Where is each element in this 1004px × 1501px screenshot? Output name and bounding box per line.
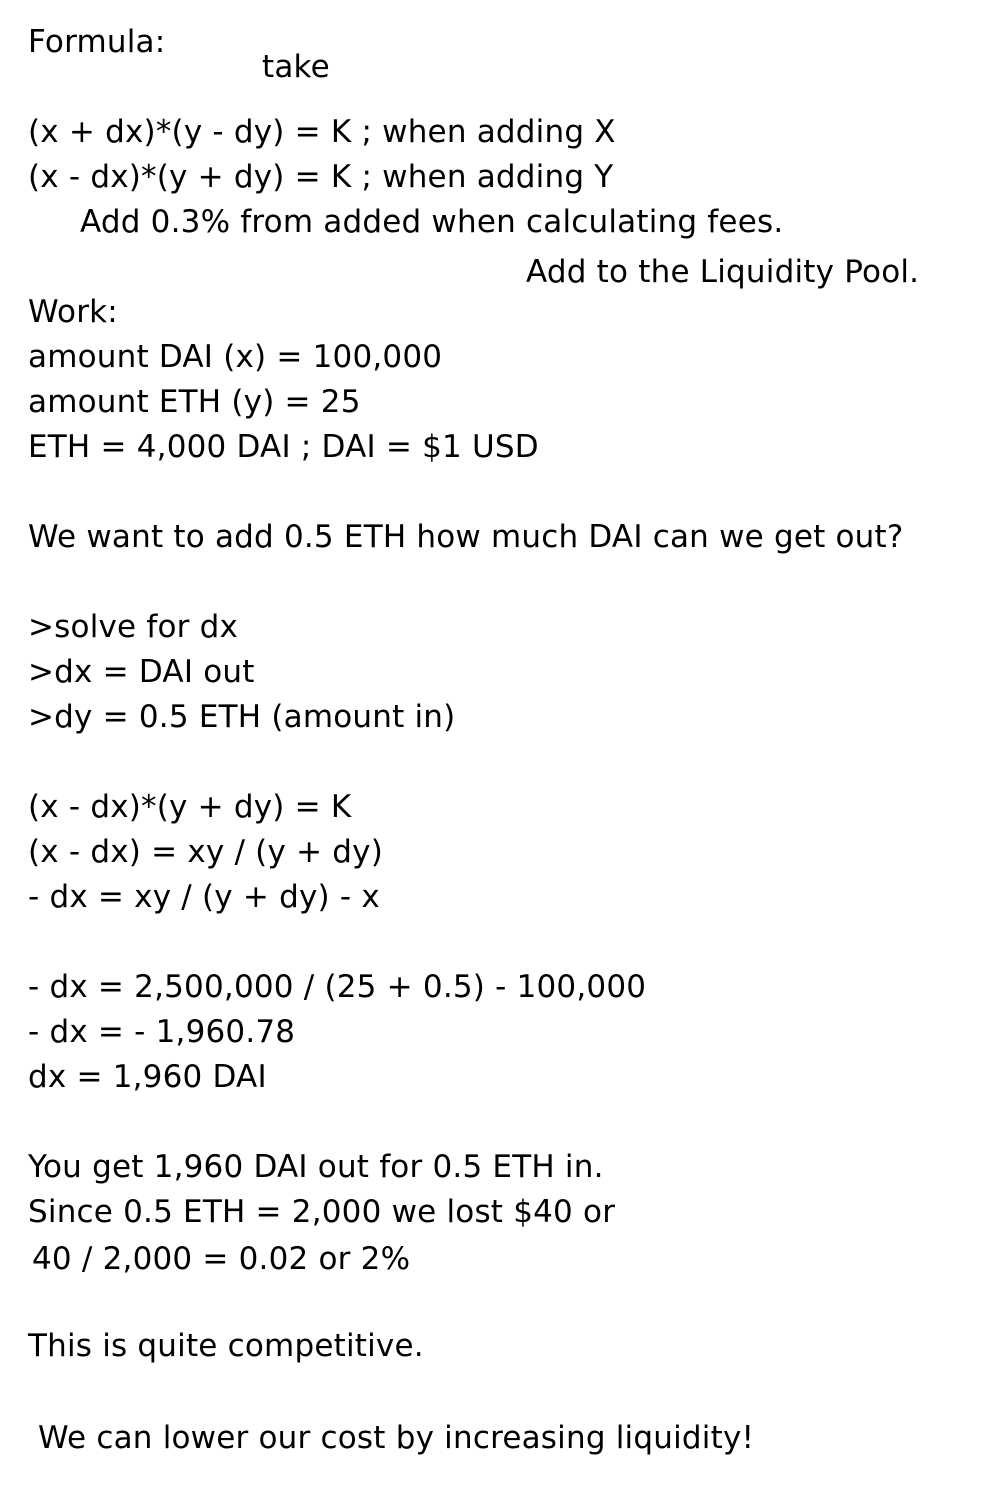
formula-heading: Formula: — [28, 24, 166, 60]
calculation-result: dx = 1,960 DAI — [28, 1059, 267, 1095]
question-line: We want to add 0.5 ETH how much DAI can we get out? — [28, 519, 904, 555]
conclusion-line-2: Since 0.5 ETH = 2,000 we lost $40 or — [28, 1194, 616, 1230]
calculation-step-2: - dx = - 1,960.78 — [28, 1014, 296, 1050]
derivation-step-1: (x - dx)*(y + dy) = K — [28, 789, 352, 825]
dy-definition-line: >dy = 0.5 ETH (amount in) — [28, 699, 456, 735]
fee-note: Add 0.3% from added when calculating fees. — [80, 204, 784, 240]
final-note: We can lower our cost by increasing liquidity! — [38, 1420, 755, 1456]
derivation-step-2: (x - dx) = xy / (y + dy) — [28, 834, 384, 870]
liquidity-pool-note: Add to the Liquidity Pool. — [526, 254, 920, 290]
price-line: ETH = 4,000 DAI ; DAI = $1 USD — [28, 429, 539, 465]
equation-adding-y: (x - dx)*(y + dy) = K ; when adding Y — [28, 159, 614, 195]
amount-eth-line: amount ETH (y) = 25 — [28, 384, 361, 420]
amount-dai-line: amount DAI (x) = 100,000 — [28, 339, 443, 375]
solve-for-line: >solve for dx — [28, 609, 239, 645]
work-heading: Work: — [28, 294, 118, 330]
competitive-note: This is quite competitive. — [28, 1328, 424, 1364]
calculation-step-1: - dx = 2,500,000 / (25 + 0.5) - 100,000 — [28, 969, 647, 1005]
derivation-step-3: - dx = xy / (y + dy) - x — [28, 879, 380, 915]
conclusion-line-1: You get 1,960 DAI out for 0.5 ETH in. — [28, 1149, 604, 1185]
conclusion-line-3: 40 / 2,000 = 0.02 or 2% — [32, 1241, 411, 1277]
take-note: take — [262, 49, 330, 85]
equation-adding-x: (x + dx)*(y - dy) = K ; when adding X — [28, 114, 616, 150]
dx-definition-line: >dx = DAI out — [28, 654, 255, 690]
